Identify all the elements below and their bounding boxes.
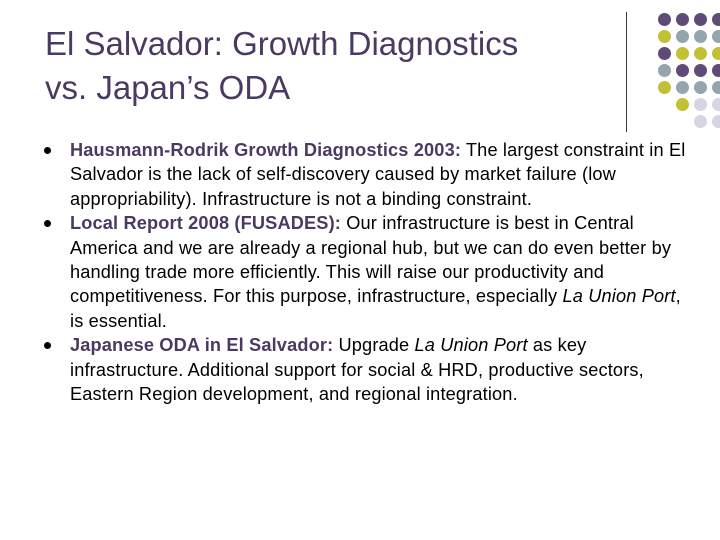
bullet-item	[44, 211, 694, 333]
bullet-list	[44, 138, 694, 406]
decor-dot	[694, 13, 707, 26]
decor-dot-empty	[640, 13, 653, 26]
decor-dot-empty	[640, 81, 653, 94]
bullet-text: Upgrade	[333, 335, 415, 356]
decor-dot	[712, 64, 720, 77]
bullet-text: La Union Port	[414, 335, 528, 356]
bullet-text: La Union Port	[562, 286, 676, 307]
decor-dot	[694, 64, 707, 77]
decorative-divider	[626, 12, 627, 132]
bullet-item	[44, 138, 694, 211]
bullet-text: as key infrastructure. Additional support for social & HRD, productive sectors, Eastern Region development, and regional integration.	[70, 335, 644, 405]
bullet-item	[44, 333, 694, 406]
decor-dot	[712, 30, 720, 43]
bullet-heading: Japanese ODA in El Salvador:	[70, 335, 334, 356]
decor-dot	[676, 98, 689, 111]
bullet-text: Our infrastructure is best in Central America and we are already a regional hub, but we can do even better by handling trade more efficiently. This will raise our productivity and competitiveness. For this purpose, infrastructure, especially	[70, 213, 672, 307]
decor-dot	[676, 30, 689, 43]
decor-dot-empty	[640, 30, 653, 43]
decor-dot	[658, 81, 671, 94]
title-line-1: El Salvador: Growth Diagnostics	[45, 25, 519, 62]
title-line-2: vs. Japan’s ODA	[45, 69, 291, 106]
bullet-dot-icon	[44, 220, 51, 227]
decor-dot	[712, 115, 720, 128]
decor-dot-empty	[676, 115, 689, 128]
decor-dot	[694, 81, 707, 94]
decor-dot	[658, 30, 671, 43]
decor-dot-empty	[658, 98, 671, 111]
decor-dot	[712, 13, 720, 26]
decor-dot	[694, 115, 707, 128]
decor-dot	[658, 47, 671, 60]
bullet-heading: Hausmann-Rodrik Growth Diagnostics 2003:	[70, 140, 462, 160]
decor-dot	[676, 13, 689, 26]
decor-dot	[712, 47, 720, 60]
decorative-dot-grid	[640, 13, 720, 128]
decor-dot-empty	[658, 115, 671, 128]
decor-dot-empty	[640, 47, 653, 60]
bullet-text: The largest constraint in El Salvador is the lack of self-discovery caused by market failure (low appropriability). Infrastructure is not a binding constraint.	[70, 140, 686, 209]
decor-dot	[658, 13, 671, 26]
bullet-heading: Local Report 2008 (FUSADES):	[70, 213, 342, 234]
bullet-text: , is essential.	[70, 286, 681, 331]
decor-dot	[676, 47, 689, 60]
decor-dot-empty	[640, 115, 653, 128]
decor-dot	[676, 81, 689, 94]
decor-dot	[694, 47, 707, 60]
decor-dot	[712, 81, 720, 94]
decor-dot-empty	[640, 64, 653, 77]
slide-title	[45, 22, 615, 110]
decor-dot	[658, 64, 671, 77]
decor-dot-empty	[640, 98, 653, 111]
bullet-dot-icon	[44, 147, 51, 154]
decor-dot	[676, 64, 689, 77]
decor-dot	[712, 98, 720, 111]
bullet-dot-icon	[44, 342, 51, 349]
decor-dot	[694, 98, 707, 111]
decor-dot	[694, 30, 707, 43]
